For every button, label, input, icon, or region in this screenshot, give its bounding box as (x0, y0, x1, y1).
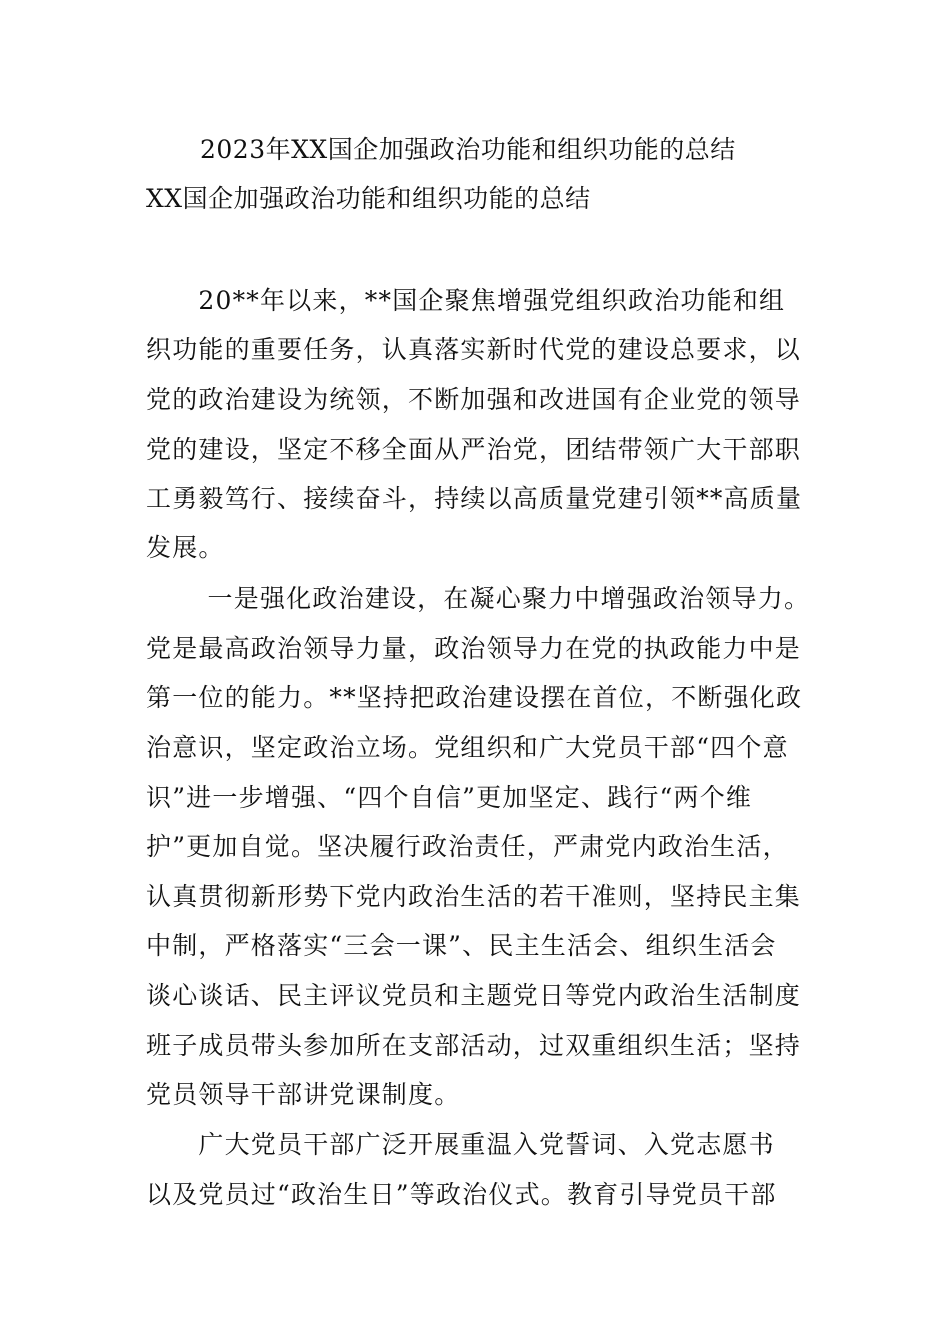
body-line-19: 以及党员过“政治生日”等政治仪式。教育引导党员干部 (146, 1180, 777, 1209)
body-line-18: 广大党员干部广泛开展重温入党誓词、入党志愿书 (146, 1130, 775, 1159)
body-line-10: 治意识，坚定政治立场。党组织和广大党员干部“四个意 (146, 733, 789, 762)
body-line-3: 党的政治建设为统领，不断加强和改进国有企业党的领导 (146, 385, 802, 414)
body-line-6: 发展。 (146, 533, 225, 562)
body-line-9: 第一位的能力。**坚持把政治建设摆在首位，不断强化政 (146, 683, 803, 712)
body-line-14: 中制，严格落实“三会一课”、民主生活会、组织生活会 (146, 931, 777, 960)
body-line-5: 工勇毅笃行、接续奋斗，持续以高质量党建引领**高质量 (146, 484, 803, 513)
body-line-7: 一是强化政治建设，在凝心聚力中增强政治领导力。 (146, 584, 811, 613)
body-line-15: 谈心谈话、民主评议党员和主题党日等党内政治生活制度 (146, 981, 802, 1010)
document-subtitle: XX国企加强政治功能和组织功能的总结 (146, 184, 591, 213)
body-line-8: 党是最高政治领导力量，政治领导力在党的执政能力中是 (146, 634, 802, 663)
body-line-4: 党的建设，坚定不移全面从严治党，团结带领广大干部职 (146, 435, 802, 464)
body-line-1: 20**年以来，**国企聚焦增强党组织政治功能和组 (146, 286, 786, 315)
body-line-17: 党员领导干部讲党课制度。 (146, 1080, 461, 1109)
body-line-13: 认真贯彻新形势下党内政治生活的若干准则，坚持民主集 (146, 882, 802, 911)
document-title: 2023年XX国企加强政治功能和组织功能的总结 (200, 135, 736, 164)
body-line-12: 护”更加自觉。坚决履行政治责任，严肃党内政治生活， (146, 832, 789, 861)
body-line-11: 识”进一步增强、“四个自信”更加坚定、践行“两个维 (146, 783, 753, 812)
body-line-16: 班子成员带头参加所在支部活动，过双重组织生活；坚持 (146, 1031, 802, 1060)
body-line-2: 织功能的重要任务，认真落实新时代党的建设总要求，以 (146, 335, 802, 364)
